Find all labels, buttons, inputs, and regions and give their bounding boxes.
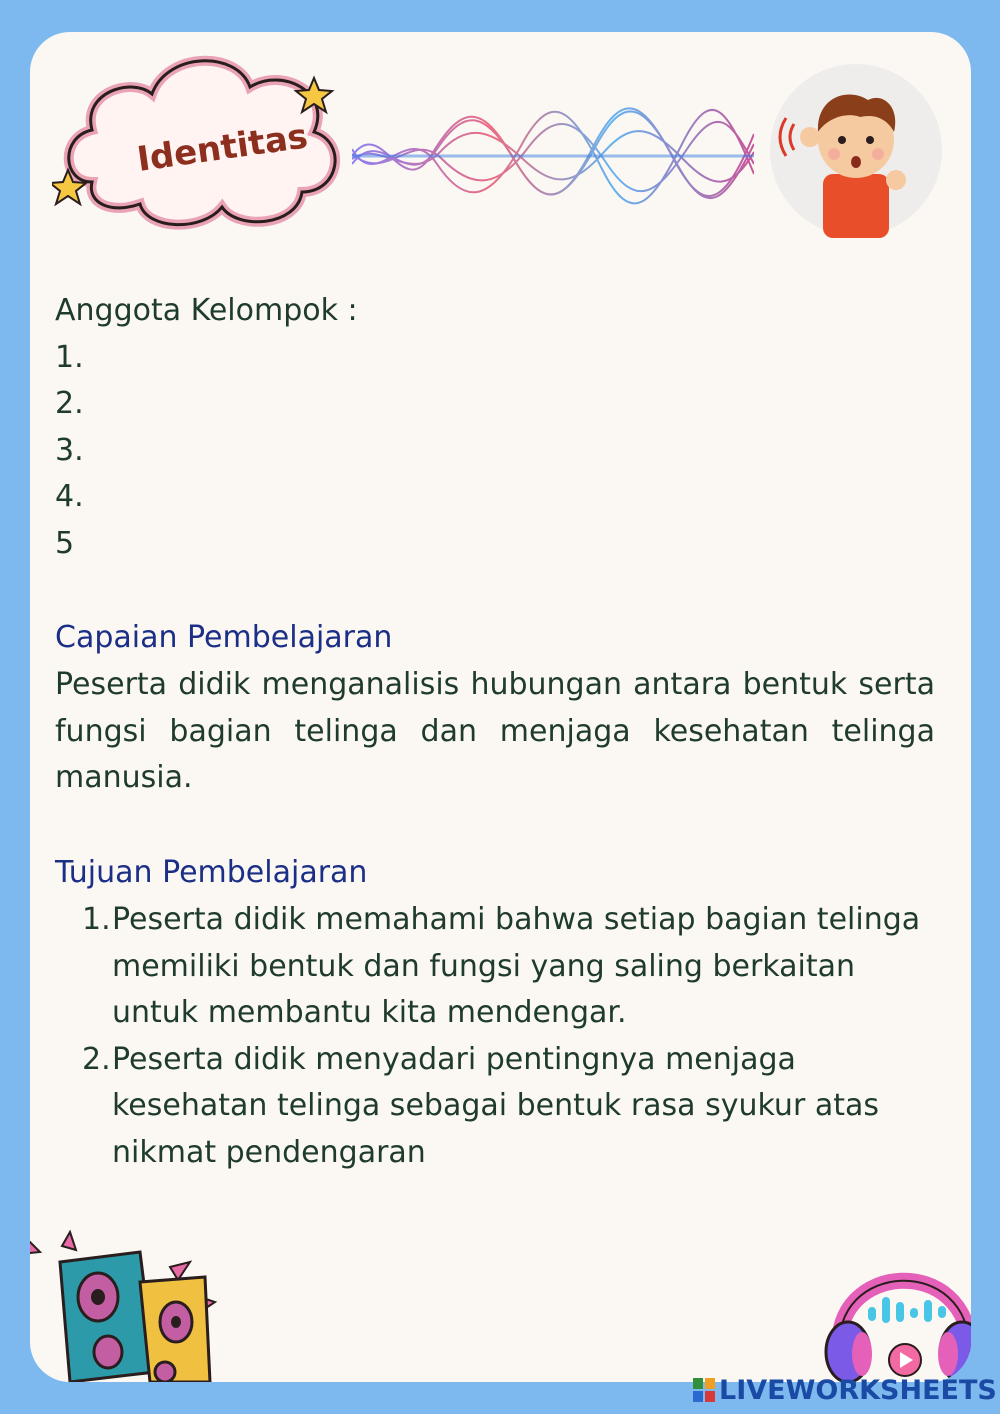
headphones-icon bbox=[820, 1242, 971, 1382]
sound-wave-icon bbox=[352, 94, 754, 219]
list-text: Peserta didik menyadari pentingnya menjaga kesehatan telinga sebagai bentuk rasa syukur atas nikmat pendengaran bbox=[112, 1041, 879, 1170]
members-section bbox=[55, 288, 358, 567]
members-label: Anggota Kelompok : bbox=[55, 293, 358, 328]
member-line: 1. bbox=[55, 339, 84, 375]
brand-name: LIVEWORKSHEETS bbox=[719, 1374, 997, 1406]
capaian-title: Capaian Pembelajaran bbox=[55, 620, 393, 655]
speakers-icon bbox=[30, 1222, 230, 1382]
badge-title: Identitas bbox=[134, 116, 311, 180]
list-item bbox=[82, 897, 932, 1037]
tujuan-list bbox=[82, 897, 932, 1176]
capaian-body: Peserta didik menganalisis hubungan antara bentuk serta fungsi bagian telinga dan menjaga kesehatan telinga manusia. bbox=[55, 667, 935, 795]
list-item bbox=[82, 1037, 932, 1177]
liveworksheets-logo-icon bbox=[693, 1378, 715, 1402]
list-number: 2. bbox=[82, 1041, 111, 1077]
member-line: 4. bbox=[55, 479, 84, 514]
boy-listening-icon bbox=[768, 62, 944, 238]
worksheet-card bbox=[30, 32, 971, 1382]
list-text: Peserta didik memahami bahwa setiap bagian telinga memiliki bentuk dan fungsi yang saling berkaitan untuk membantu kita mendengar. bbox=[112, 902, 921, 1030]
brand-logo bbox=[693, 1373, 997, 1407]
list-number: 1. bbox=[82, 902, 111, 937]
member-line: 5 bbox=[55, 525, 75, 561]
member-line: 2. bbox=[55, 386, 84, 421]
cloud-badge-icon bbox=[52, 32, 352, 242]
member-line: 3. bbox=[55, 432, 84, 468]
tujuan-title: Tujuan Pembelajaran bbox=[55, 855, 368, 890]
